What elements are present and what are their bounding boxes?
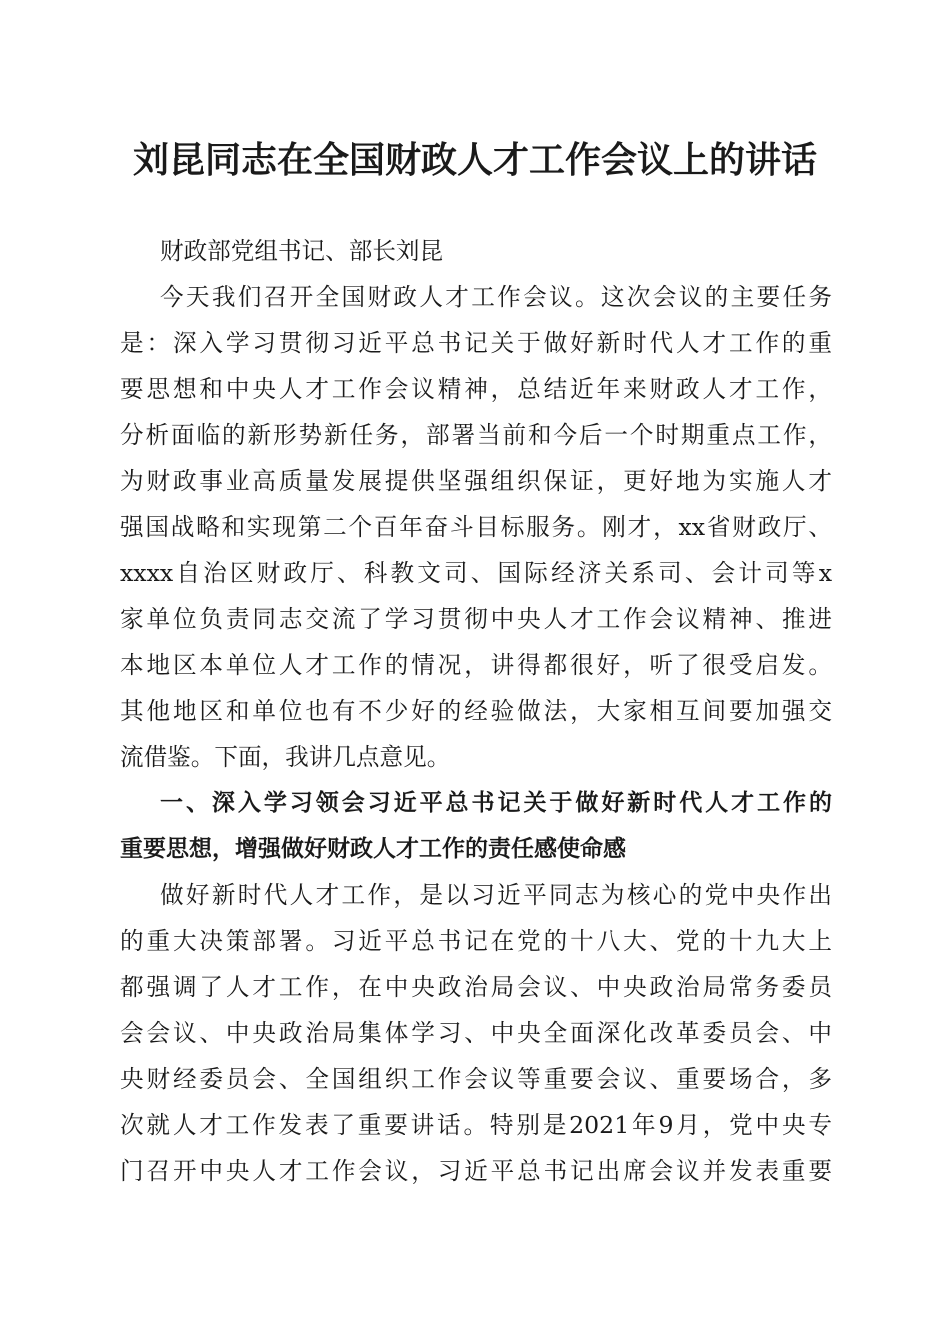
paragraph-line: 为财政事业高质量发展提供坚强组织保证，更好地为实施人才 [120, 467, 832, 495]
document-body [120, 228, 832, 1194]
document-title: 刘昆同志在全国财政人才工作会议上的讲话 [132, 139, 817, 181]
paragraph-line: xxxx自治区财政厅、科教文司、国际经济关系司、会计司等x [120, 559, 832, 587]
paragraph-line: 门召开中央人才工作会议，习近平总书记出席会议并发表重要 [120, 1157, 832, 1185]
paragraph-line: 是：深入学习贯彻习近平总书记关于做好新时代人才工作的重 [120, 329, 832, 357]
paragraph-line: 家单位负责同志交流了学习贯彻中央人才工作会议精神、推进 [120, 605, 832, 633]
paragraph-line: 会会议、中央政治局集体学习、中央全面深化改革委员会、中 [120, 1019, 832, 1047]
paragraph-line: 其他地区和单位也有不少好的经验做法，大家相互间要加强交 [120, 697, 832, 725]
paragraph-line: 流借鉴。下面，我讲几点意见。 [120, 743, 451, 771]
paragraph-line: 央财经委员会、全国组织工作会议等重要会议、重要场合，多 [120, 1065, 832, 1093]
paragraph-line: 本地区本单位人才工作的情况，讲得都很好，听了很受启发。 [120, 651, 832, 679]
paragraph-line: 强国战略和实现第二个百年奋斗目标服务。刚才，xx省财政厅、 [120, 513, 832, 541]
paragraph-2 [120, 872, 832, 1194]
heading-line: 重要思想，增强做好财政人才工作的责任感使命感 [120, 836, 626, 862]
section-heading-1 [120, 780, 832, 872]
paragraph-line: 做好新时代人才工作，是以习近平同志为核心的党中央作出 [160, 881, 832, 909]
paragraph-line: 分析面临的新形势新任务，部署当前和今后一个时期重点工作， [120, 421, 832, 449]
paragraph-line: 都强调了人才工作，在中央政治局会议、中央政治局常务委员 [120, 973, 832, 1001]
heading-line: 一、深入学习领会习近平总书记关于做好新时代人才工作的 [160, 790, 832, 816]
paragraph-line: 要思想和中央人才工作会议精神，总结近年来财政人才工作， [120, 375, 832, 403]
byline: 财政部党组书记、部长刘昆 [160, 237, 444, 265]
paragraph-line: 次就人才工作发表了重要讲话。特别是2021年9月，党中央专 [120, 1111, 832, 1139]
paragraph-line: 今天我们召开全国财政人才工作会议。这次会议的主要任务 [160, 283, 832, 311]
paragraph-line: 的重大决策部署。习近平总书记在党的十八大、党的十九大上 [120, 927, 832, 955]
paragraph-1 [120, 274, 832, 780]
